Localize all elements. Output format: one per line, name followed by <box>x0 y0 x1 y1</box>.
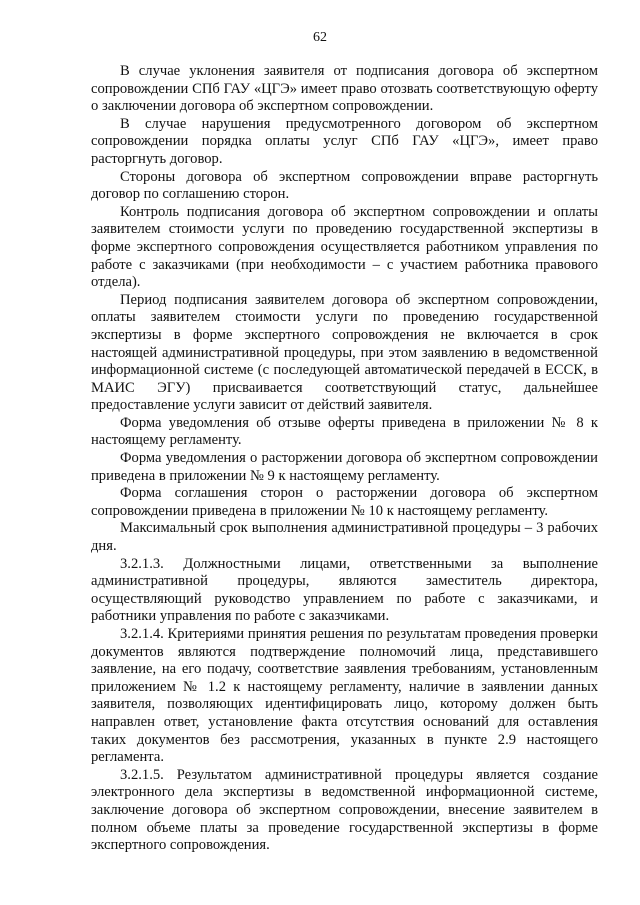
paragraph-payment-violation: В случае нарушения предусмотренного договором об экспертном сопровождении порядка оплаты услуг СПб ГАУ «ЦГЭ», имеет право расторгнуть договор. <box>91 115 598 167</box>
paragraph-signing-control: Контроль подписания договора об экспертном сопровождении и оплаты заявителем стоимости услуги по проведению государственной экспертизы в форме экспертного сопровождения осуществляется работником управления по работе с заказчиками (при необходимости – с участием работника правового отдела). <box>91 203 598 291</box>
paragraph-termination-agreement-form: Форма соглашения сторон о расторжении договора об экспертном сопровождении приведена в приложении № 10 к настоящему регламенту. <box>91 485 598 519</box>
paragraph-offer-withdrawal: В случае уклонения заявителя от подписания договора об экспертном сопровождении СПб ГАУ «ЦГЭ» имеет право отозвать соответствующую оферту о заключении договора об экспертном сопровождении. <box>91 63 598 115</box>
paragraph-offer-notice-form: Форма уведомления об отзыве оферты приведена в приложении № 8 к настоящему регламенту. <box>91 414 598 449</box>
paragraph-termination-notice-form: Форма уведомления о расторжении договора об экспертном сопровождении приведена в приложении № 9 к настоящему регламенту. <box>91 450 598 484</box>
paragraph-signing-period: Период подписания заявителем договора об экспертном сопровождении, оплаты заявителем стоимости услуги по проведению государственной экспертизы в форме экспертного сопровождения не включается в срок настоящей административной процедуры, при этом заявлению в ведомственной информационной системе (с последующей автоматической передачей в ЕССК, в МАИС ЭГУ) присваивается соответствующий статус, дальнейшее предоставление услуги зависит от действий заявителя. <box>91 291 598 414</box>
paragraph-mutual-termination: Стороны договора об экспертном сопровождении вправе расторгнуть договор по соглашению сторон. <box>91 168 598 203</box>
paragraph-3-2-1-5: 3.2.1.5. Результатом административной процедуры является создание электронного дела экспертизы в ведомственной информационной системе, заключение договора об экспертном сопровождении, внесение заявителем в полном объеме платы за проведение государственной экспертизы в форме экспертного сопровождения. <box>91 766 598 854</box>
page-number: 62 <box>313 30 327 45</box>
paragraph-max-duration: Максимальный срок выполнения административной процедуры – 3 рабочих дня. <box>91 520 598 555</box>
paragraph-3-2-1-4: 3.2.1.4. Критериями принятия решения по результатам проведения проверки документов являются подтверждение полномочий лица, представившего заявление, на его подачу, соответствие заявления требованиям, установленным приложением № 1.2 к настоящему регламенту, наличие в заявлении данных заявителя, позволяющих идентифицировать лицо, которому должен быть направлен ответ, установление факта отсутствия оснований для оставления таких документов без рассмотрения, указанных в пункте 2.9 настоящего регламента. <box>91 626 598 766</box>
document-body <box>91 63 598 855</box>
paragraph-3-2-1-3: 3.2.1.3. Должностными лицами, ответственными за выполнение административной процедуры, являются заместитель директора, осуществляющий руководство управлением по работе с заказчиками, и работники управления по работе с заказчиками. <box>91 555 598 625</box>
